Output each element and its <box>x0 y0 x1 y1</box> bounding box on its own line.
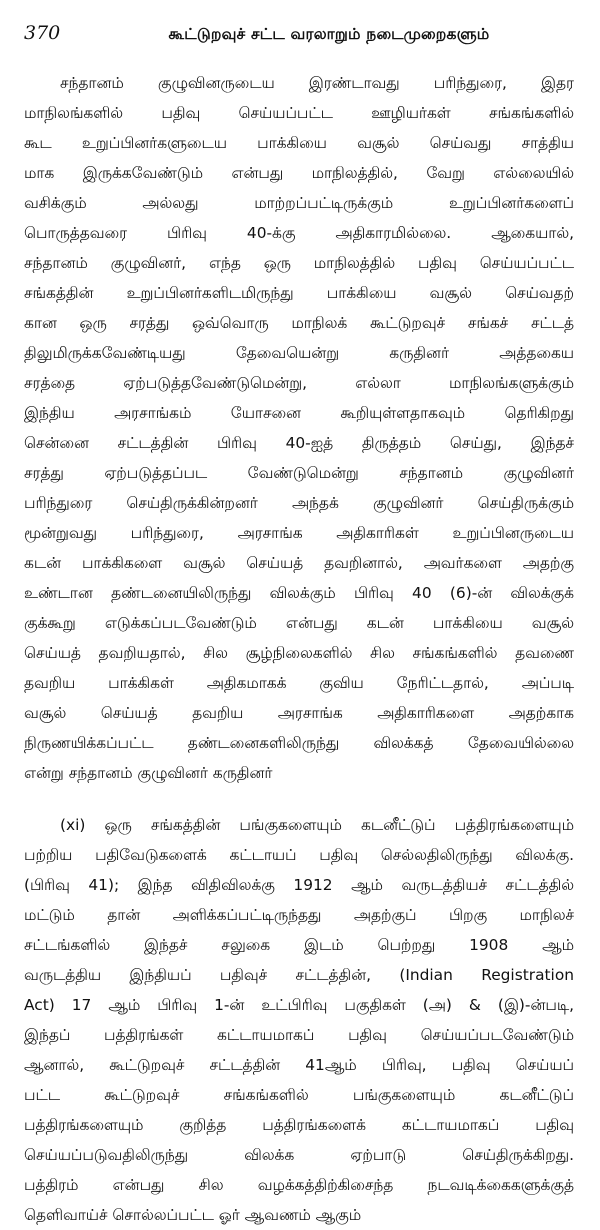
running-title: கூட்டுறவுச் சட்ட வரலாறும் நடைமுறைகளும் <box>168 25 490 43</box>
text-line: சங்கத்தின் உறுப்பினர்களிடமிருந்து பாக்கியை வசூல் செய்வதற் <box>24 284 574 302</box>
page-header <box>24 22 574 56</box>
text-line: உண்டான தண்டனையிலிருந்து விலக்கும் பிரிவு 40 (6)-ன் விலக்குக் <box>24 584 574 602</box>
text-line: மட்டும் தான் அளிக்கப்பட்டிருந்தது அதற்குப் பிறகு மாநிலச் <box>24 906 574 924</box>
text-line: இந்திய அரசாங்கம் யோசனை கூறியுள்ளதாகவும் தெரிகிறது <box>24 404 574 422</box>
text-line: கான ஒரு சரத்து ஒவ்வொரு மாநிலக் கூட்டுறவுச் சங்கச் சட்டத் <box>24 314 574 332</box>
text-line: சென்னை சட்டத்தின் பிரிவு 40-ஐத் திருத்தம் செய்து, இந்தச் <box>24 434 574 452</box>
text-line: பற்றிய பதிவேடுகளைக் கட்டாயப் பதிவு செல்லதிலிருந்து விலக்கு. <box>24 846 574 864</box>
text-line: என்று சந்தானம் குழுவினர் கருதினர் <box>24 764 273 782</box>
page-number: 370 <box>24 22 61 44</box>
text-line: சரத்து ஏற்படுத்தப்பட வேண்டுமென்று சந்தானம் குழுவினர் <box>24 464 574 482</box>
paragraph-section-xi <box>24 810 574 1230</box>
text-line: பட்ட கூட்டுறவுச் சங்கங்களில் பங்குகளையும் கடனீட்டுப் <box>24 1086 574 1104</box>
text-line: செய்யப்படுவதிலிருந்து விலக்க ஏற்பாடு செய்திருக்கிறது. <box>24 1146 574 1164</box>
text-line: பத்திரங்களையும் குறித்த பத்திரங்களைக் கட்டாயமாகப் பதிவு <box>24 1116 574 1134</box>
text-line: பொருத்தவரை பிரிவு 40-க்கு அதிகாரமில்லை. ஆகையால், <box>24 224 574 242</box>
text-line: திலுமிருக்கவேண்டியது தேவையென்று கருதினர் அத்தகைய <box>24 344 574 362</box>
text-line: ஆனால், கூட்டுறவுச் சட்டத்தின் 41ஆம் பிரிவு, பதிவு செய்யப் <box>24 1056 574 1074</box>
text-line: மாநிலங்களில் பதிவு செய்யப்பட்ட ஊழியர்கள் சங்கங்களில் <box>24 104 574 122</box>
text-line: மாக இருக்கவேண்டும் என்பது மாநிலத்தில், வேறு எல்லையில் <box>24 164 574 182</box>
paragraph-santhanam-recommendations <box>24 68 574 788</box>
text-line: பரிந்துரை செய்திருக்கின்றனர் அந்தக் குழுவினர் செய்திருக்கும் <box>24 494 574 512</box>
text-line: சரத்தை ஏற்படுத்தவேண்டுமென்று, எல்லா மாநிலங்களுக்கும் <box>24 374 574 392</box>
text-line: வசிக்கும் அல்லது மாற்றப்பட்டிருக்கும் உறுப்பினர்களைப் <box>24 194 574 212</box>
text-line: சட்டங்களில் இந்தச் சலுகை இடம் பெற்றது 1908 ஆம் <box>24 936 574 954</box>
text-line: கடன் பாக்கிகளை வசூல் செய்யத் தவறினால், அவர்களை அதற்கு <box>24 554 574 572</box>
text-line: நிருணயிக்கப்பட்ட தண்டனைகளிலிருந்து விலக்கத் தேவையில்லை <box>24 734 574 752</box>
text-line: Act) 17 ஆம் பிரிவு 1-ன் உட்பிரிவு பகுதிகள் (அ) & (இ)-ன்படி, <box>24 996 574 1014</box>
text-line: செய்யத் தவறியதால், சில சூழ்நிலைகளில் சில சங்கங்களில் தவணை <box>24 644 574 662</box>
text-line: மூன்றுவது பரிந்துரை, அரசாங்க அதிகாரிகள் உறுப்பினருடைய <box>24 524 574 542</box>
text-line: கூட உறுப்பினர்களுடைய பாக்கியை வசூல் செய்வது சாத்திய <box>24 134 574 152</box>
text-line: தெளிவாய்ச் சொல்லப்பட்ட ஓர் ஆவணம் ஆகும் <box>24 1206 362 1224</box>
text-line: வசூல் செய்யத் தவறிய அரசாங்க அதிகாரிகளை அதற்காக <box>24 704 574 722</box>
text-line: சந்தானம் குழுவினர், எந்த ஒரு மாநிலத்தில் பதிவு செய்யப்பட்ட <box>24 254 574 272</box>
text-line: (xi) ஒரு சங்கத்தின் பங்குகளையும் கடனீட்டுப் பத்திரங்களையும் <box>60 816 574 834</box>
text-line: இந்தப் பத்திரங்கள் கட்டாயமாகப் பதிவு செய்யப்படவேண்டும் <box>24 1026 574 1044</box>
text-line: (பிரிவு 41); இந்த விதிவிலக்கு 1912 ஆம் வருடத்தியச் சட்டத்தில் <box>24 876 574 894</box>
text-line: வருடத்திய இந்தியப் பதிவுச் சட்டத்தின், (Indian Registration <box>24 966 574 984</box>
text-line: குக்கூறு எடுக்கப்படவேண்டும் என்பது கடன் பாக்கியை வசூல் <box>24 614 574 632</box>
text-line: பத்திரம் என்பது சில வழக்கத்திற்கிசைந்த நடவடிக்கைகளுக்குத் <box>24 1176 574 1194</box>
text-line: தவறிய பாக்கிகள் அதிகமாகக் குவிய நேரிட்டதால், அப்படி <box>24 674 574 692</box>
text-line: சந்தானம் குழுவினருடைய இரண்டாவது பரிந்துரை, இதர <box>60 74 574 92</box>
